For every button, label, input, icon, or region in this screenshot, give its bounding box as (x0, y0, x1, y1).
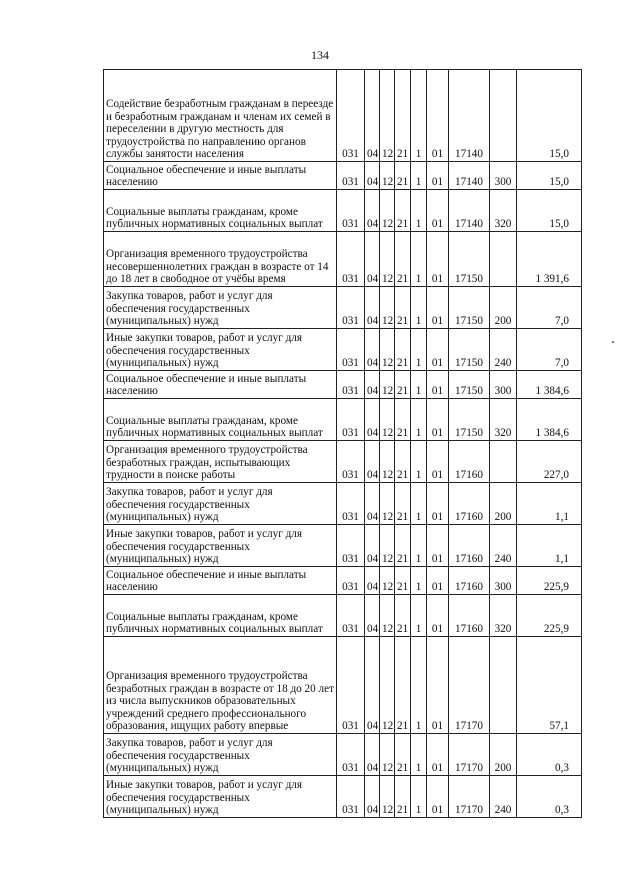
event-code: 01 (427, 287, 449, 329)
event-code: 01 (427, 567, 449, 595)
amount: 15,0 (517, 190, 582, 232)
subsection-code: 12 (380, 776, 395, 818)
program-code: 21 (395, 287, 411, 329)
subprogram-code: 1 (411, 329, 427, 371)
program-code: 21 (395, 399, 411, 441)
amount: 15,0 (517, 70, 582, 162)
row-description: Социальное обеспечение и иные выплаты населению (104, 162, 337, 190)
section-code: 04 (365, 371, 380, 399)
table-row (104, 399, 582, 441)
expense-type-code: 200 (490, 734, 517, 776)
subprogram-code: 1 (411, 190, 427, 232)
expense-type-code: 320 (490, 399, 517, 441)
table-row (104, 329, 582, 371)
expense-type-code: 200 (490, 287, 517, 329)
direction-code: 17140 (449, 162, 490, 190)
direction-code: 17170 (449, 734, 490, 776)
table-row (104, 232, 582, 287)
ministry-code: 031 (337, 525, 365, 567)
subprogram-code: 1 (411, 162, 427, 190)
budget-table (103, 69, 582, 818)
row-description: Социальное обеспечение и иные выплаты населению (104, 371, 337, 399)
amount: 1,1 (517, 483, 582, 525)
table-row (104, 190, 582, 232)
expense-type-code (490, 70, 517, 162)
subprogram-code: 1 (411, 776, 427, 818)
direction-code: 17160 (449, 567, 490, 595)
program-code: 21 (395, 567, 411, 595)
subprogram-code: 1 (411, 287, 427, 329)
row-description: Содействие безработным гражданам в переезде и безработным гражданам и членам их семей в переселении в другую местность для трудоустройства по направлению органов службы занятости населения (104, 70, 337, 162)
row-description: Закупка товаров, работ и услуг для обеспечения государственных (муниципальных) нужд (104, 734, 337, 776)
section-code: 04 (365, 190, 380, 232)
direction-code: 17160 (449, 525, 490, 567)
event-code: 01 (427, 190, 449, 232)
row-description: Социальные выплаты гражданам, кроме публичных нормативных социальных выплат (104, 190, 337, 232)
row-description: Организация временного трудоустройства несовершеннолетних граждан в возрасте от 14 до 18 лет в свободное от учёбы время (104, 232, 337, 287)
table-row (104, 287, 582, 329)
program-code: 21 (395, 371, 411, 399)
direction-code: 17170 (449, 637, 490, 734)
expense-type-code: 200 (490, 483, 517, 525)
section-code: 04 (365, 637, 380, 734)
ministry-code: 031 (337, 329, 365, 371)
ministry-code: 031 (337, 637, 365, 734)
subsection-code: 12 (380, 637, 395, 734)
ministry-code: 031 (337, 371, 365, 399)
program-code: 21 (395, 734, 411, 776)
subsection-code: 12 (380, 399, 395, 441)
program-code: 21 (395, 525, 411, 567)
page-number: 134 (311, 48, 329, 62)
row-description: Закупка товаров, работ и услуг для обеспечения государственных (муниципальных) нужд (104, 287, 337, 329)
ministry-code: 031 (337, 441, 365, 483)
event-code: 01 (427, 162, 449, 190)
subprogram-code: 1 (411, 734, 427, 776)
direction-code: 17160 (449, 441, 490, 483)
event-code: 01 (427, 70, 449, 162)
expense-type-code: 240 (490, 525, 517, 567)
amount: 225,9 (517, 595, 582, 637)
scan-speck (612, 341, 614, 343)
subprogram-code: 1 (411, 567, 427, 595)
subsection-code: 12 (380, 595, 395, 637)
program-code: 21 (395, 162, 411, 190)
amount: 1,1 (517, 525, 582, 567)
expense-type-code (490, 441, 517, 483)
event-code: 01 (427, 595, 449, 637)
direction-code: 17140 (449, 190, 490, 232)
direction-code: 17150 (449, 329, 490, 371)
row-description: Социальное обеспечение и иные выплаты населению (104, 567, 337, 595)
amount: 225,9 (517, 567, 582, 595)
row-description: Иные закупки товаров, работ и услуг для обеспечения государственных (муниципальных) нужд (104, 776, 337, 818)
amount: 0,3 (517, 734, 582, 776)
subsection-code: 12 (380, 483, 395, 525)
amount: 15,0 (517, 162, 582, 190)
expense-type-code: 300 (490, 567, 517, 595)
program-code: 21 (395, 329, 411, 371)
subsection-code: 12 (380, 190, 395, 232)
subsection-code: 12 (380, 287, 395, 329)
ministry-code: 031 (337, 232, 365, 287)
section-code: 04 (365, 232, 380, 287)
ministry-code: 031 (337, 399, 365, 441)
subsection-code: 12 (380, 567, 395, 595)
section-code: 04 (365, 329, 380, 371)
expense-type-code (490, 637, 517, 734)
subsection-code: 12 (380, 70, 395, 162)
ministry-code: 031 (337, 734, 365, 776)
event-code: 01 (427, 441, 449, 483)
amount: 1 391,6 (517, 232, 582, 287)
amount: 7,0 (517, 329, 582, 371)
table-row (104, 776, 582, 818)
row-description: Организация временного трудоустройства безработных граждан в возрасте от 18 до 20 лет из числа выпускников образовательных учреждений среднего профессионального образования, ищущих работу впервые (104, 637, 337, 734)
table-row (104, 637, 582, 734)
subprogram-code: 1 (411, 371, 427, 399)
expense-type-code: 300 (490, 162, 517, 190)
table-row (104, 567, 582, 595)
amount: 57,1 (517, 637, 582, 734)
section-code: 04 (365, 734, 380, 776)
section-code: 04 (365, 525, 380, 567)
program-code: 21 (395, 483, 411, 525)
table-row (104, 525, 582, 567)
table-row (104, 483, 582, 525)
expense-type-code: 240 (490, 329, 517, 371)
row-description: Иные закупки товаров, работ и услуг для обеспечения государственных (муниципальных) нужд (104, 329, 337, 371)
subprogram-code: 1 (411, 232, 427, 287)
section-code: 04 (365, 595, 380, 637)
event-code: 01 (427, 371, 449, 399)
ministry-code: 031 (337, 567, 365, 595)
section-code: 04 (365, 483, 380, 525)
direction-code: 17160 (449, 595, 490, 637)
subprogram-code: 1 (411, 595, 427, 637)
subprogram-code: 1 (411, 441, 427, 483)
program-code: 21 (395, 232, 411, 287)
ministry-code: 031 (337, 776, 365, 818)
row-description: Иные закупки товаров, работ и услуг для обеспечения государственных (муниципальных) нужд (104, 525, 337, 567)
section-code: 04 (365, 567, 380, 595)
event-code: 01 (427, 232, 449, 287)
subsection-code: 12 (380, 329, 395, 371)
section-code: 04 (365, 162, 380, 190)
direction-code: 17150 (449, 232, 490, 287)
program-code: 21 (395, 441, 411, 483)
expense-type-code (490, 232, 517, 287)
table-row (104, 70, 582, 162)
direction-code: 17150 (449, 287, 490, 329)
direction-code: 17170 (449, 776, 490, 818)
ministry-code: 031 (337, 483, 365, 525)
amount: 0,3 (517, 776, 582, 818)
expense-type-code: 320 (490, 190, 517, 232)
row-description: Социальные выплаты гражданам, кроме публичных нормативных социальных выплат (104, 399, 337, 441)
table-row (104, 162, 582, 190)
event-code: 01 (427, 399, 449, 441)
ministry-code: 031 (337, 190, 365, 232)
expense-type-code: 240 (490, 776, 517, 818)
subprogram-code: 1 (411, 483, 427, 525)
expense-type-code: 300 (490, 371, 517, 399)
event-code: 01 (427, 637, 449, 734)
table-row (104, 595, 582, 637)
expense-type-code: 320 (490, 595, 517, 637)
ministry-code: 031 (337, 595, 365, 637)
table-row (104, 441, 582, 483)
subsection-code: 12 (380, 371, 395, 399)
amount: 1 384,6 (517, 399, 582, 441)
subprogram-code: 1 (411, 70, 427, 162)
program-code: 21 (395, 190, 411, 232)
section-code: 04 (365, 441, 380, 483)
subprogram-code: 1 (411, 637, 427, 734)
amount: 1 384,6 (517, 371, 582, 399)
ministry-code: 031 (337, 287, 365, 329)
program-code: 21 (395, 70, 411, 162)
subsection-code: 12 (380, 162, 395, 190)
program-code: 21 (395, 637, 411, 734)
row-description: Закупка товаров, работ и услуг для обеспечения государственных (муниципальных) нужд (104, 483, 337, 525)
subsection-code: 12 (380, 525, 395, 567)
program-code: 21 (395, 595, 411, 637)
ministry-code: 031 (337, 162, 365, 190)
direction-code: 17160 (449, 483, 490, 525)
event-code: 01 (427, 734, 449, 776)
amount: 7,0 (517, 287, 582, 329)
row-description: Организация временного трудоустройства безработных граждан, испытывающих трудности в поиске работы (104, 441, 337, 483)
subprogram-code: 1 (411, 525, 427, 567)
direction-code: 17140 (449, 70, 490, 162)
event-code: 01 (427, 525, 449, 567)
section-code: 04 (365, 399, 380, 441)
table-row (104, 734, 582, 776)
subsection-code: 12 (380, 232, 395, 287)
table-row (104, 371, 582, 399)
ministry-code: 031 (337, 70, 365, 162)
direction-code: 17150 (449, 371, 490, 399)
subprogram-code: 1 (411, 399, 427, 441)
section-code: 04 (365, 776, 380, 818)
program-code: 21 (395, 776, 411, 818)
event-code: 01 (427, 329, 449, 371)
event-code: 01 (427, 483, 449, 525)
subsection-code: 12 (380, 734, 395, 776)
event-code: 01 (427, 776, 449, 818)
amount: 227,0 (517, 441, 582, 483)
section-code: 04 (365, 70, 380, 162)
row-description: Социальные выплаты гражданам, кроме публичных нормативных социальных выплат (104, 595, 337, 637)
subsection-code: 12 (380, 441, 395, 483)
section-code: 04 (365, 287, 380, 329)
direction-code: 17150 (449, 399, 490, 441)
